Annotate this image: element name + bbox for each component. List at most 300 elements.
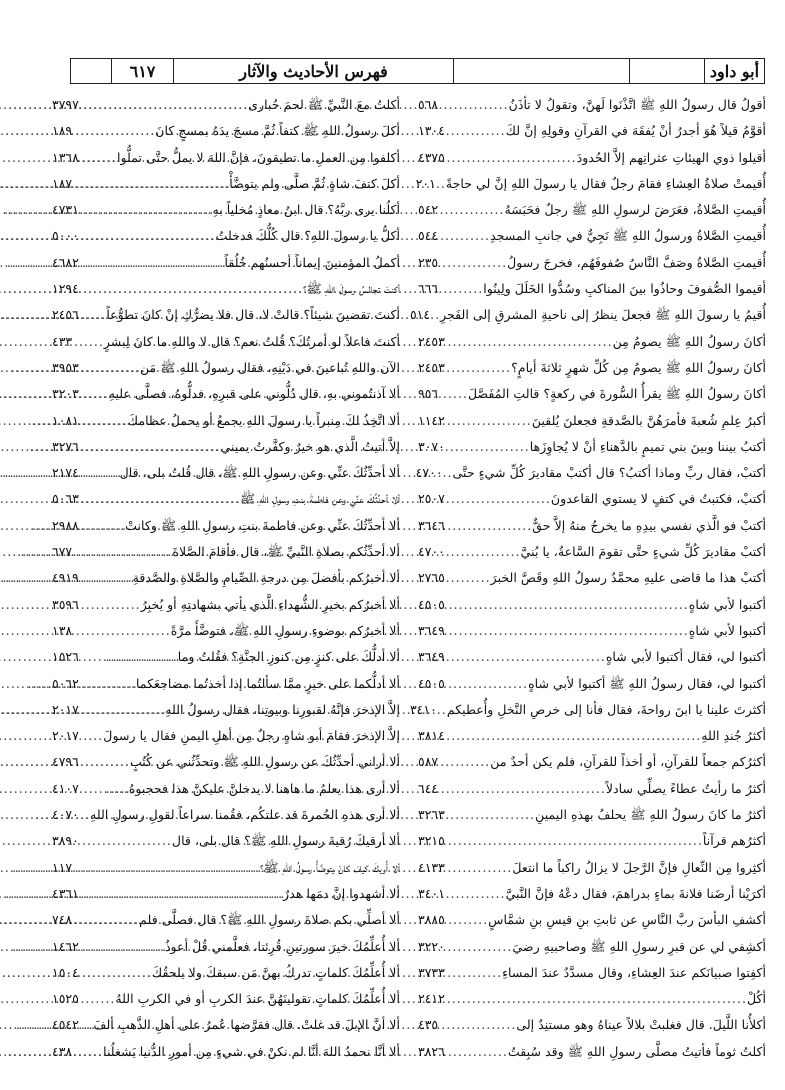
leader-dots [442, 381, 468, 407]
header-cell-blank [453, 59, 629, 83]
index-entry [418, 276, 766, 302]
hadith-number: ٢٥٠٧ [418, 491, 445, 507]
leader-dots [449, 145, 577, 171]
hadith-number: ٣٢٠٣ [52, 386, 79, 402]
leader-dots [447, 460, 453, 486]
index-entry [52, 118, 400, 144]
hadith-number: ١٣٦٨ [52, 149, 79, 165]
book-author: أبو داود [704, 59, 764, 83]
index-entry [418, 749, 766, 775]
index-entry [418, 776, 766, 802]
hadith-number: ٤٦٨٢ [52, 254, 79, 270]
hadith-incipit: أكثِروا مِن النِّعالِ فإنَّ الرَّجلَ لا يزالُ راكباً ما انتعلَ [512, 859, 766, 875]
index-entry [418, 197, 766, 223]
hadith-incipit: أقوَّمُ قيلاً هُوَ أجدرُ أنْ يُفقَهَ في القرآنِ وقولِهِ إنَّ لكَ [505, 123, 766, 139]
hadith-incipit: أكثرتَ علينا يا ابنَ رواحةَ، فقال فأنا إلى خرصِ النَّخلِ وأُعطيكم [446, 701, 766, 717]
hadith-number: ٤٩١٩ [52, 570, 79, 586]
index-entry [52, 171, 400, 197]
hadith-incipit: أكلَ رسولُ اللهِ ﷺ كتفاً ثُمَّ مسحَ يدَهُ بمسحٍ كانَ [155, 123, 400, 139]
hadith-number: ٣٦٤٦ [418, 517, 445, 533]
leader-dots [83, 276, 303, 302]
leader-dots [83, 145, 117, 171]
leader-dots [449, 1039, 508, 1065]
hadith-incipit: أكتبْ هذا ما قاضى عليهِ محمَّدٌ رسولُ اللهِ وقَصَّ الخبرَ [490, 570, 766, 586]
header-cell-blank [71, 59, 111, 83]
leader-dots [76, 1039, 103, 1065]
hadith-incipit: أكلفوا مِن العملِ ما تطيقونَ، فإنَّ اللهَ لا يملُّ حتَّى تملُّوا [117, 149, 400, 165]
hadith-number: ٥٨٧ [418, 754, 439, 770]
index-entry [52, 276, 400, 302]
hadith-incipit: أكفِتوا صبيانَكم عندَ العِشاءِ، وقال مسدَّدٌ عندَ المساءِ [502, 964, 766, 980]
hadith-number: ٥٤٤ [418, 228, 439, 244]
hadith-incipit: إلاَّ الإذخرَ فقامَ أبو شاهٍ رجلٌ مِن أهلِ اليمنِ فقال يا رسولَ [103, 728, 400, 744]
hadith-number: ٦٦٦ [418, 281, 439, 297]
hadith-number: ١٥٢٦ [52, 649, 79, 665]
hadith-incipit: أكتبُ بيننا وبينَ بني تميمٍ بالدَّهناءِ أنْ لا يُجاوِزَها [529, 438, 766, 454]
hadith-number: ٥١٤ [409, 307, 431, 323]
index-entry [52, 565, 400, 591]
leader-dots [449, 592, 689, 618]
hadith-incipit: أُقيمُ يا رسولَ اللهِ ﷺ فجعلَ ينظرُ إلى ناحيةِ المشرقِ إلى الفَجرِ [440, 307, 766, 323]
hadith-incipit: ألا أدلُّكَ على كنزٍ مِن كنوزِ الجنَّةِ؟ فقُلتُ وما [177, 649, 400, 665]
leader-dots [449, 618, 689, 644]
hadith-number: ٣٧٩٧ [52, 97, 79, 112]
hadith-incipit: ألا أخبرُكم بخيرِ الشُّهداءِ الَّذي يأتي بشهادتِهِ أو يُخبِرُ [140, 596, 400, 612]
index-entry [418, 986, 766, 1012]
leader-dots [83, 460, 120, 486]
hadith-incipit: ألا أحدِّثُكم بصلاةِ النَّبيِّ ﷺ، قال فأقامَ الصَّلاةَ [172, 544, 400, 560]
hadith-number: ٩٥٦ [418, 386, 439, 402]
index-entry [52, 881, 400, 907]
leader-dots [442, 1012, 516, 1038]
hadith-number: ٢٩٨٨ [52, 517, 79, 533]
hadith-incipit: ألا أنَّ الإبلَ قد غلتْ. قال فقرَّضها عُمرُ على أهلِ الذَّهبِ ألفَ [93, 1017, 400, 1033]
leader-dots [449, 486, 551, 512]
hadith-number: ١٢٩٤ [52, 281, 79, 297]
hadith-incipit: أكلأُنا اللَّيلَ. قال فغلبتْ بلالاً عيناهُ وهو مستنِدٌ إلى [516, 1017, 766, 1033]
index-entry [52, 986, 400, 1012]
index-entry [418, 92, 766, 118]
leader-dots [449, 644, 606, 670]
index-entry [418, 118, 766, 144]
hadith-number: ٢٠١ [415, 175, 436, 191]
leader-dots [83, 250, 225, 276]
hadith-number: ١٤٦٢ [52, 938, 79, 954]
hadith-incipit: ألا أرقيكَ رُقيةَ رسولِ اللهِ ﷺ؟ قال بلى، قال [171, 833, 400, 849]
index-entry [52, 539, 400, 565]
leader-dots [449, 907, 488, 933]
leader-dots [449, 934, 513, 960]
hadith-number: ٣٧٣٣ [418, 964, 445, 980]
hadith-number: ٤١٣٣ [418, 859, 445, 875]
leader-dots [83, 197, 213, 223]
leader-dots [76, 855, 260, 881]
leader-dots [83, 934, 165, 960]
index-entry [52, 907, 400, 933]
index-entry [418, 223, 766, 249]
hadith-number: ١٨٧ [52, 175, 73, 191]
hadith-number: ٤٥٤٢ [52, 1017, 79, 1033]
index-entry [52, 460, 400, 486]
index-entry [415, 171, 766, 197]
leader-dots [449, 539, 521, 565]
index-entry [52, 723, 400, 749]
hadith-incipit: ألا أصلِّي بكم صلاةَ رسولِ اللهِ ﷺ؟ قال فصلَّى فلم [139, 912, 400, 928]
index-entry [418, 145, 766, 171]
hadith-number: ٥٦٨ [418, 97, 439, 112]
index-entry [52, 697, 400, 723]
leader-dots [449, 355, 511, 381]
hadith-incipit: ألا أحدِّثُكَ عنِّي وعن فاطمةَ بنتِ رسولِ اللهِ ﷺ وكانتْ [125, 517, 400, 533]
leader-dots [83, 749, 130, 775]
hadith-incipit: أكشِفي لي عن قبرِ رسولِ اللهِ ﷺ وصاحبيهِ رضيَ [512, 938, 766, 954]
index-entry [418, 434, 766, 460]
hadith-number: ١٥٢٥ [52, 991, 79, 1007]
hadith-number: ٤٧٣١ [52, 202, 79, 218]
hadith-number: ٤٧٠٠ [418, 544, 445, 560]
hadith-number: ١٠٨١ [52, 412, 79, 428]
leader-dots [76, 907, 139, 933]
index-entry [52, 145, 400, 171]
leader-dots [83, 828, 172, 854]
index-entry [418, 408, 766, 434]
index-entry [418, 802, 766, 828]
hadith-number: ٣٢٢٠ [418, 938, 445, 954]
index-entry [52, 855, 400, 881]
index-entry [418, 671, 766, 697]
hadith-number: ٣٦٤٩ [418, 649, 445, 665]
hadith-number: ٤٣٥ [418, 1017, 439, 1033]
hadith-number: ٥٤٢ [418, 202, 439, 218]
index-entry [415, 460, 766, 486]
hadith-incipit: أقولُ قال رسولُ اللهِ ﷺ اتَّذْنَوا لَهنَّ، وتقولُ لا تأذَنُ [508, 97, 766, 112]
hadith-number: ٢٤٥٣ [418, 359, 445, 375]
index-entry [52, 408, 400, 434]
index-entry [418, 486, 766, 512]
hadith-number: ٤٣٧٥ [418, 149, 445, 165]
index-entry [52, 250, 400, 276]
index-entry [52, 381, 400, 407]
hadith-number: ٥٠٦٣ [52, 491, 79, 507]
hadith-number: ٤٥٠٥ [418, 596, 445, 612]
index-entry [409, 302, 766, 328]
index-column-left [52, 92, 400, 1065]
hadith-incipit: أكتبْ مقاديرَ كُلِّ شيءٍ حتَّى تقومَ السَّاعةُ، يا بُنيَّ [520, 544, 766, 560]
hadith-incipit: أكملُ المؤمنينَ إيماناً أحسنُهم خُلُقاً [224, 254, 400, 270]
hadith-number: ٢٠١٧ [52, 728, 79, 744]
hadith-incipit: أكثرُ جُندِ اللهِ [701, 728, 766, 744]
index-entry [418, 1039, 766, 1065]
hadith-number: ٣٨٨٥ [418, 912, 445, 928]
hadith-incipit: أكثرُ ما كانَ رسولُ اللهِ ﷺ يحلفُ بهذهِ اليمينِ [535, 807, 766, 823]
hadith-number: ١٨٩ [52, 123, 73, 139]
hadith-incipit: أُقيمتِ الصَّلاةُ، فعَرَضَ لرسولِ اللهِ ﷺ رجلٌ فحَبَسَهُ [504, 202, 766, 218]
hadith-number: ٤١٠٧ [52, 780, 79, 796]
leader-dots [76, 118, 155, 144]
hadith-number: ٣٤١٠ [409, 701, 437, 717]
hadith-number: ٢٠١٧ [52, 701, 79, 717]
leader-dots [449, 960, 502, 986]
index-entry [52, 434, 400, 460]
index-entry [418, 565, 766, 591]
leader-dots [442, 749, 490, 775]
leader-dots [83, 802, 90, 828]
hadith-number: ٢١٧٤ [52, 465, 79, 481]
hadith-number: ٤٥٠٥ [418, 675, 445, 691]
hadith-incipit: أكبرُ عِلمِ شُعبةَ فأمرَهُنَّ بالصَّدقةِ فجعلنَ يُلقينَ [531, 412, 766, 428]
hadith-number: ١١٧ [52, 859, 73, 875]
index-entry [418, 355, 766, 381]
header-cell-blank [629, 59, 704, 83]
leader-dots [449, 513, 532, 539]
hadith-number: ٣٢٧٦ [52, 438, 79, 454]
index-entry [52, 355, 400, 381]
hadith-incipit: أُقيمتِ الصَّلاةُ وصَفَّ النَّاسُ صُفوفَهُم، فخرجَ رسولُ [507, 254, 766, 270]
hadith-incipit: أكلتُ معَ النَّبيِّ ﷺ لحمَ حُبارى [248, 97, 400, 112]
leader-dots [83, 1012, 94, 1038]
hadith-incipit: ألا أنَّا نحمدُ اللهَ أنَّا لم نكنْ في شيءٍ مِن أمورِ الدُّنيا يَشغلُنا [103, 1043, 400, 1059]
hadith-incipit: ألا أُريكَ كيفَ كانَ يتوضَّأُ رسولُ اللهِ ﷺ؟ [259, 859, 400, 875]
hadith-number: ١٣٨ [52, 622, 73, 638]
index-entry [52, 828, 400, 854]
leader-dots [83, 697, 165, 723]
hadith-incipit: أكلَ كتفَ شاةٍ ثُمَّ صلَّى ولم يتوضَّأْ [229, 175, 400, 191]
hadith-incipit: أكثرُهم قرآناً [702, 833, 766, 849]
index-entry [418, 907, 766, 933]
index-entry [52, 671, 400, 697]
index-entry [52, 802, 400, 828]
hadith-incipit: أكثرُ ما رأيتُ عطاءً يصلِّي سادلاً [605, 780, 766, 796]
hadith-incipit: ألا أُعلِّمُكَ كلماتٍ تدركُ بهنَّ مَن سبقكَ ولا يلحقُكَ [151, 964, 400, 980]
index-entry [52, 644, 400, 670]
leader-dots [83, 486, 240, 512]
index-entry [418, 644, 766, 670]
page-number: ٦١٧ [111, 59, 173, 83]
index-entry [418, 855, 766, 881]
hadith-incipit: أكانَ رسولُ اللهِ ﷺ يصومُ مِن كُلِّ شهرٍ ثلاثةَ أيامٍ؟ [511, 359, 766, 375]
index-entry [52, 960, 400, 986]
hadith-number: ٣٢٦٣ [418, 807, 445, 823]
hadith-number: ٤٣٣ [52, 333, 73, 349]
index-entry [418, 329, 766, 355]
hadith-number: ٣٨٩٠ [52, 833, 79, 849]
hadith-number: ٥٠٦٢ [52, 675, 79, 691]
hadith-incipit: أكلُنا يرى ربَّهُ؟ قال ابنُ معاذٍ مُخلياً بهِ [212, 202, 400, 218]
hadith-number: ٢٤١٢ [418, 991, 445, 1007]
hadith-incipit: ألا أرى هذا يعلمُ ما هاهنا لا يدخلنَّ عليكنَّ هذا فحجبوهُ [128, 780, 400, 796]
page-header [70, 58, 765, 84]
index-entry [418, 513, 766, 539]
index-entry [52, 1039, 400, 1065]
leader-dots [83, 986, 116, 1012]
hadith-incipit: أكُلْ [746, 991, 766, 1007]
hadith-number: ٣٦٤٩ [418, 622, 445, 638]
hadith-incipit: أكتبْ، فقال ربِّ وماذا أكتبُ؟ قال أكتبْ مقاديرَ كُلِّ شيءٍ حتَّى [452, 465, 766, 481]
index-entry [52, 1012, 400, 1038]
index-entry [418, 934, 766, 960]
hadith-incipit: أقيلوا ذوي الهيئاتِ عثراتِهم إلاَّ الحُدودَ [576, 149, 766, 165]
hadith-incipit: أكنتَ تجالسُ رسولَ اللهِ ﷺ؟ [302, 281, 400, 297]
index-entry [52, 486, 400, 512]
index-entry [52, 592, 400, 618]
leader-dots [442, 197, 504, 223]
leader-dots [83, 355, 140, 381]
hadith-incipit: أكتبوا لي، فقال رسولُ اللهِ ﷺ أكتبوا لأبي شاهٍ [528, 675, 766, 691]
leader-dots [83, 223, 216, 249]
leader-dots [449, 329, 613, 355]
leader-dots [449, 408, 532, 434]
leader-dots [449, 802, 535, 828]
index-entry [418, 539, 766, 565]
leader-dots [449, 855, 513, 881]
index-entry [52, 223, 400, 249]
leader-dots [83, 723, 103, 749]
leader-dots [442, 276, 483, 302]
leader-dots [83, 671, 136, 697]
leader-dots [442, 250, 507, 276]
leader-dots [83, 302, 106, 328]
section-title: فهرس الأحاديث والآثار [173, 59, 453, 83]
leader-dots [83, 381, 109, 407]
leader-dots [449, 671, 528, 697]
hadith-incipit: أكرَيْنا أرضَنا فلانةَ بماءٍ بدراهمَ، فقال دعْهُ فإنَّ النَّبيَّ [505, 885, 766, 901]
hadith-number: ٢٧٦٥ [418, 570, 445, 586]
hadith-incipit: الآن واللهِ تُباعينَ في دَيْنِهِ، فقال رسولُ اللهِ ﷺ مَن [139, 359, 400, 375]
leader-dots [83, 881, 283, 907]
hadith-incipit: ألا أخبرُكم بأفضلَ مِن درجةِ الصِّيامِ والصَّلاةِ والصَّدقةِ [132, 570, 400, 586]
hadith-incipit: ألا أُعلِّمُكَ كلماتٍ تقولينَهُنَّ عندَ الكربِ أو في الكربِ اللهُ [115, 991, 400, 1007]
index-entry [52, 329, 400, 355]
index-entry [52, 749, 400, 775]
hadith-number: ١٣٠٤ [418, 123, 445, 139]
hadith-incipit: أُقيمتِ الصَّلاةُ ورسولُ اللهِ ﷺ نَجِيٌّ في جانبِ المسجدِ [490, 228, 766, 244]
hadith-number: ٦٧٧ [52, 544, 73, 560]
hadith-number: ٤٧٩٦ [52, 754, 79, 770]
hadith-incipit: إلاَّ أتيتُ الَّذي هو خيرٌ وكفَّرتُ يميني [220, 438, 400, 454]
hadith-number: ١٥٠٤ [52, 964, 79, 980]
index-entry [52, 934, 400, 960]
leader-dots [449, 723, 701, 749]
leader-dots [441, 697, 447, 723]
hadith-incipit: ألا أحدِّثُكَ عنِّي وعن رسولِ اللهِ ﷺ، قال قُلتُ بلى، قال [119, 465, 400, 481]
index-entry [52, 513, 400, 539]
hadith-incipit: ألا أحدِّثُكَ عنِّي وعن فاطمةَ بنتِ رسولِ اللهِ ﷺ [239, 491, 400, 507]
hadith-number: ٤٠٧٠ [52, 807, 79, 823]
index-entry [418, 723, 766, 749]
hadith-number: ٣٨١٤ [418, 728, 445, 744]
hadith-number: ٣٤٠١ [418, 885, 445, 901]
leader-dots [83, 776, 129, 802]
hadith-incipit: ألا اتَّخِذُ لكَ مِنبراً يا رسولَ اللهِ يجمعُ أو يحملُ عظامكَ [127, 412, 400, 428]
leader-dots [440, 171, 446, 197]
hadith-number: ٣٩٥٣ [52, 359, 79, 375]
leader-dots [449, 881, 506, 907]
hadith-number: ٤٣٨ [52, 1043, 73, 1059]
leader-dots [83, 408, 128, 434]
hadith-incipit: ألا أُعلِّمُكَ خيرَ سورتينِ قُرِئتا، فعلَّمني قُلْ أعوذُ [164, 938, 400, 954]
leader-dots [442, 92, 508, 118]
hadith-incipit: أُقيمتْ صلاةُ العِشاءِ فقامَ رجلٌ فقال يا رسولَ اللهِ إنَّ لي حاجةً [445, 175, 766, 191]
index-column-right [409, 92, 766, 1065]
leader-dots [83, 434, 221, 460]
hadith-incipit: أكنتَ فاعلاً لو أمرتُكَ؟ قُلتُ نعم؟ قال لا واللهِ ما كانَ لِبشرٍ [103, 333, 400, 349]
index-entry [52, 618, 400, 644]
leader-dots [83, 960, 152, 986]
leader-dots [434, 302, 440, 328]
leader-dots [76, 618, 171, 644]
index-entry [418, 960, 766, 986]
index-entry [52, 197, 400, 223]
hadith-incipit: أكتبْ فو الَّذي نفسي بيدِهِ ما يخرجُ منهُ إلاَّ حقٌّ [532, 517, 766, 533]
hadith-number: ٣٢١٥ [418, 833, 445, 849]
hadith-incipit: أقيموا الصُّفوفَ وحاذُوا بينَ المناكبِ وسُدُّوا الخَلَلَ ولِينُوا [483, 281, 766, 297]
leader-dots [449, 986, 747, 1012]
leader-dots [442, 223, 490, 249]
leader-dots [449, 828, 703, 854]
hadith-incipit: أكشفِ البأسَ ربَّ النَّاسِ عن ثابتِ بنِ قيسِ بنِ شمَّاسٍ [488, 912, 766, 928]
leader-dots [83, 92, 248, 118]
hadith-incipit: أكتبوا لأبي شاهٍ [688, 596, 766, 612]
hadith-incipit: أكلتُ ثوماً فأتيتُ مصلَّى رسولِ اللهِ ﷺ وقد سُبِقتُ [507, 1043, 766, 1059]
index-entry [418, 881, 766, 907]
index-entry [418, 381, 766, 407]
hadith-incipit: أكثرُكم جمعاً للقرآنِ، أو أخذاً للقرآنِ، فلم يكن أحدٌ من [490, 754, 766, 770]
hadith-incipit: ألا أرى هذهِ الحُمرةَ قد علتكُم، فقُمنا سراعاً لقولِ رسولِ اللهِ [90, 807, 400, 823]
hadith-incipit: أكتبوا لأبي شاهٍ [688, 622, 766, 638]
index-entry [409, 697, 766, 723]
hadith-incipit: ألا أراني أحدِّثُكَ عن رسولِ اللهِ ﷺ وتحدِّثُني عن كُتُبٍ [129, 754, 400, 770]
leader-dots [83, 565, 133, 591]
hadith-incipit: أكلُّ يا رسولَ اللهِ؟ قال كُلُّكَ فدخلتُ [215, 228, 400, 244]
index-entry [52, 776, 400, 802]
hadith-incipit: ألا أشهدوا إنَّ دمَها هدرٌ [283, 885, 400, 901]
index-entry [418, 592, 766, 618]
index-entry [418, 250, 766, 276]
leader-dots [83, 513, 125, 539]
hadith-number: ٣٠٧٠ [418, 438, 445, 454]
hadith-incipit: أكتبْ، فكتبتُ في كتفٍ لا يستوي القاعدونَ [550, 491, 766, 507]
leader-dots [449, 565, 491, 591]
index-entry [418, 828, 766, 854]
hadith-number: ٣٥٩٦ [52, 596, 79, 612]
leader-dots [83, 644, 178, 670]
index-entry [52, 302, 400, 328]
index-entry [52, 92, 400, 118]
hadith-number: ٦٤٤ [418, 780, 439, 796]
hadith-incipit: ألا أدلُّكما على خيرٍ ممَّا سألتُما إذا أخذتُما مضاجعَكما [135, 675, 400, 691]
leader-dots [449, 118, 506, 144]
hadith-incipit: ألا أخبرُكم بوضوءِ رسولِ اللهِ ﷺ، فتوضَّأَ مرَّةً [170, 622, 400, 638]
leader-dots [442, 776, 606, 802]
hadith-number: ٥٠٠٠ [52, 228, 79, 244]
leader-dots [76, 539, 172, 565]
hadith-number: ٤٣٦١ [52, 885, 79, 901]
hadith-incipit: أكنتَ تقضينَ شيئاً؟ قالتْ لا، قال فلا يضرُّكِ إنْ كانَ تطوُّعاً [106, 307, 400, 323]
leader-dots [76, 171, 229, 197]
hadith-number: ٢٣٥ [418, 254, 439, 270]
leader-dots [449, 434, 530, 460]
hadith-number: ٤٧٠٠ [415, 465, 443, 481]
hadith-incipit: إلاَّ الإذخرَ فإنَّهُ لقبورِنا وبيوتِنا، فقال رسولُ اللهِ [165, 701, 400, 717]
index-entry [418, 618, 766, 644]
hadith-number: ٢٤٥٣ [418, 333, 445, 349]
hadith-incipit: أكتبوا لي، فقال أكتبوا لأبي شاهٍ [605, 649, 766, 665]
hadith-incipit: أكانَ رسولُ اللهِ ﷺ يصومُ مِن [612, 333, 766, 349]
leader-dots [83, 592, 141, 618]
index-entry [418, 1012, 766, 1038]
hadith-incipit: أكانَ رسولُ اللهِ ﷺ يقرأُ السُّورةَ في ركعةٍ؟ قالتِ المُفَصَّلَ [467, 386, 766, 402]
leader-dots [76, 329, 104, 355]
